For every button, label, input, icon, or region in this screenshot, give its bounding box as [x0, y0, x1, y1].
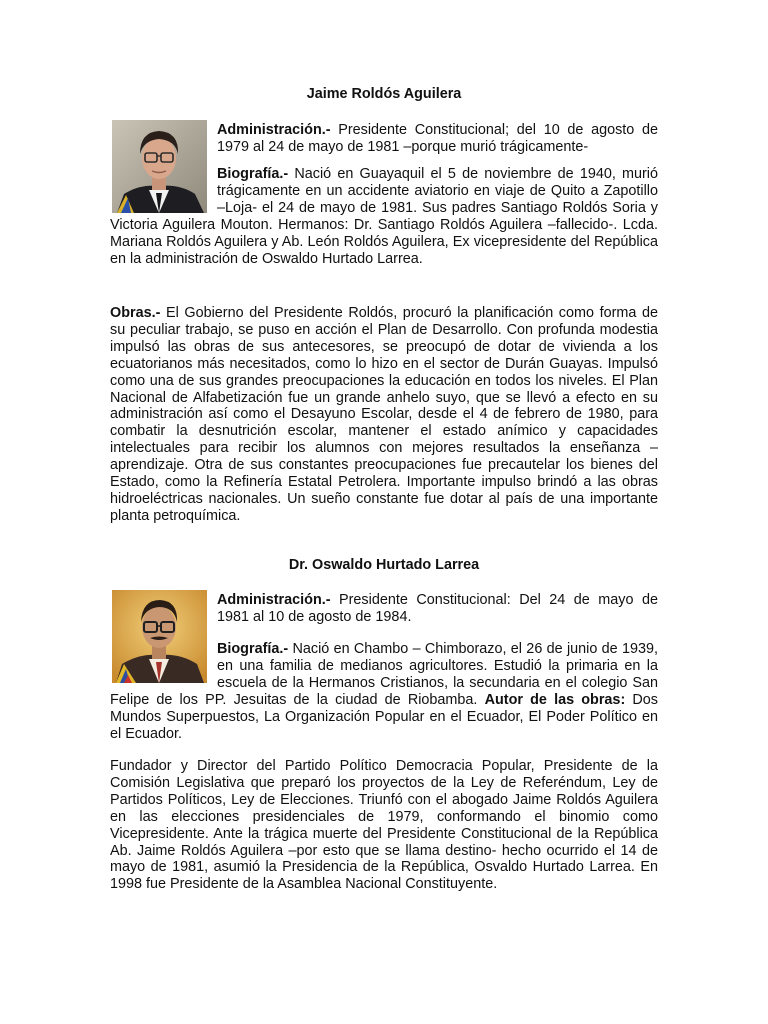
section1-bio-text: Nació en Guayaquil el 5 de noviembre de 1940, murió trágicamente en un accidente aviatorio en viaje de Quito a Zapotillo –Loja- el 24 de mayo de 1981. Sus padres Santiago Roldós Soria y Victoria Aguilera Mouton. Hermanos: Dr. Santiago Roldós Aguilera –fallecido-. Lcda. Mariana Roldós Aguilera y Ab. León Roldós Aguilera, Ex vicepresidente del República en la administración de Oswaldo Hurtado Larrea.	[110, 166, 658, 267]
section1-obras-label: Obras.-	[110, 305, 161, 321]
section2-autor-text: Dos Mundos Superpuestos, La Organización Popular en el Ecuador, El Poder Político en el Ecuador.	[110, 691, 658, 742]
section2-admin-text: Presidente Constitucional: Del 24 de mayo de 1981 al 10 de agosto de 1984.	[217, 592, 658, 625]
section2-admin-label: Administración.-	[217, 592, 331, 608]
section1-obras-text: El Gobierno del Presidente Roldós, procuró la planificación como forma de su peculiar trabajo, se puso en acción el Plan de Desarrollo. Con profunda modestia impulsó las obras de sus antecesores, se preocupó de dotar de vivienda a los ecuatorianos más necesitados, como lo hizo en el sector de Durán Guayas. Impulsó como una de sus grandes preocupaciones la educación en todos los niveles. El Plan Nacional de Alfabetización fue un grande anhelo suyo, que se llevó a efecto en su administración así como el Desayuno Escolar, desde el 4 de febrero de 1980, para combatir la desnutrición escolar, mantener el estado anímico y capacidades intelectuales para recibir los alumnos con mejores resultados la enseñanza – aprendizaje. Otra de sus constantes preocupaciones fue precautelar los bienes del Estado, como la Refinería Estatal Petrolera. Importante impulso brindó a las obras hidroeléctricas nacionales. Un sueño constante fue dotar al país de una importante planta petroquímica.	[110, 305, 658, 524]
section2-biografia-block	[110, 641, 658, 742]
section1-admin-text: Presidente Constitucional; del 10 de agosto de 1979 al 24 de mayo de 1981 –porque murió trágicamente-	[217, 122, 658, 155]
section1-admin-label: Administración.-	[217, 122, 331, 138]
section2-bio-label: Biografía.-	[217, 641, 289, 657]
portrait-spacer	[110, 166, 217, 216]
section1-administracion	[110, 122, 658, 156]
section2-bio-text: Nació en Chambo – Chimborazo, el 26 de junio de 1939, en una familia de medianos agricultores. Estudió la primaria en la escuela de la Hermanos Cristianos, la secundaria en el colegio San Felipe de los PP. Jesuitas de la ciudad de Riobamba.	[110, 641, 658, 708]
section2-fundador: Fundador y Director del Partido Político Democracia Popular, Presidente de la Comisión Legislativa que preparó los proyectos de la Ley de Referéndum, Ley de Partidos Políticos, Ley de Elecciones. Triunfó con el abogado Jaime Roldós Aguilera en las elecciones presidenciales de 1979, conformando el binomio como Vicepresidente. Ante la trágica muerte del Presidente Constitucional de la República Ab. Jaime Roldós Aguilera –por esto que se llama destino- hecho ocurrido el 14 de mayo de 1981, asumió la Presidencia de la República, Osvaldo Hurtado Larrea. En 1998 fue Presidente de la Asamblea Nacional Constituyente.	[110, 758, 658, 893]
section2-autor-label: Autor de las obras:	[484, 691, 626, 708]
portrait-spacer-2	[110, 641, 217, 683]
section2-title: Dr. Oswaldo Hurtado Larrea	[288, 557, 480, 573]
section1-obras	[110, 305, 658, 525]
section1-bio-label: Biografía.-	[217, 166, 289, 182]
section2-administracion	[110, 592, 658, 626]
section1-title: Jaime Roldós Aguilera	[306, 86, 462, 102]
section1-biografia-block	[110, 166, 658, 267]
